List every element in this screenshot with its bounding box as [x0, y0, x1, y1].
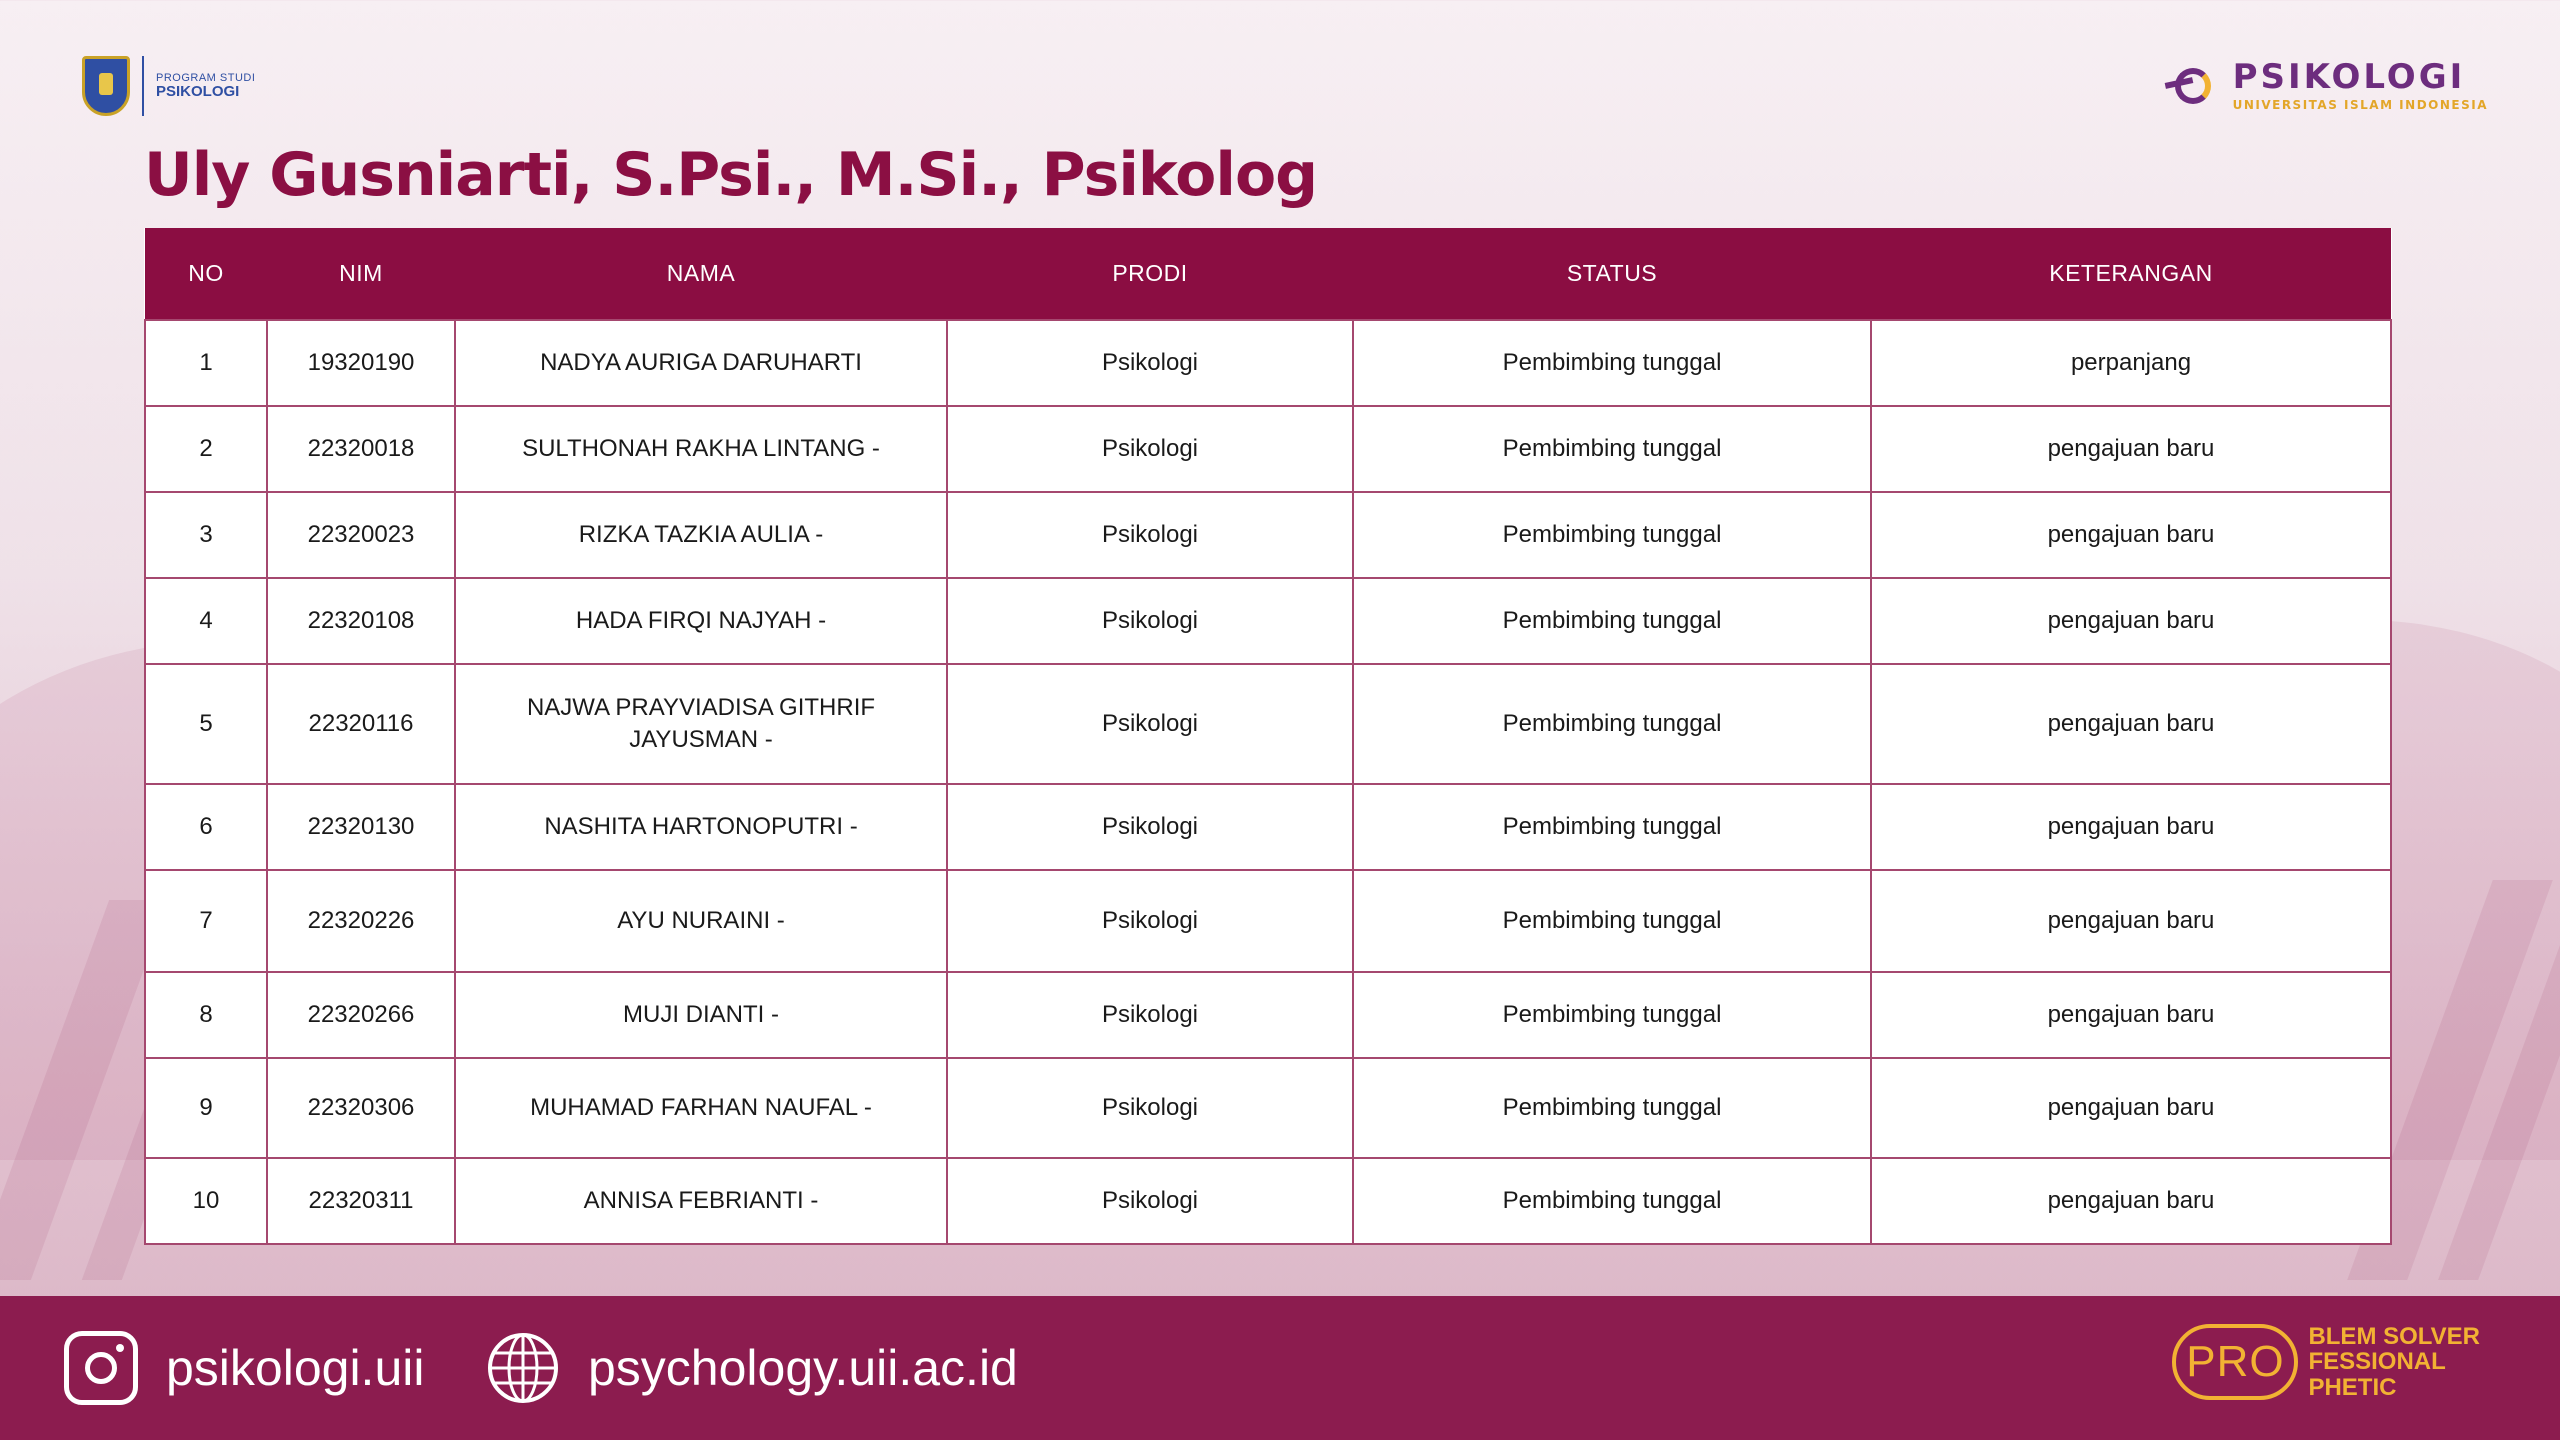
cell-keterangan: pengajuan baru: [1871, 664, 2391, 784]
pro-line-2: FESSIONAL: [2308, 1348, 2446, 1376]
table-row: [145, 320, 2391, 406]
cell-status: Pembimbing tunggal: [1353, 492, 1871, 578]
cell-nim: 22320306: [267, 1058, 455, 1158]
cell-nama: HADA FIRQI NAJYAH -: [455, 578, 947, 664]
cell-nama: MUHAMAD FARHAN NAUFAL -: [455, 1058, 947, 1158]
cell-nama: SULTHONAH RAKHA LINTANG -: [455, 406, 947, 492]
cell-nama: ANNISA FEBRIANTI -: [455, 1158, 947, 1244]
header-nim: NIM: [339, 260, 383, 286]
cell-prodi: Psikologi: [947, 972, 1353, 1058]
cell-prodi: Psikologi: [947, 664, 1353, 784]
footer-bar: [0, 1296, 2560, 1440]
cell-no: 8: [145, 972, 267, 1058]
pro-line-1: BLEM SOLVER: [2308, 1323, 2480, 1351]
table-row: [145, 784, 2391, 870]
table-row: [145, 972, 2391, 1058]
program-name: PSIKOLOGI: [156, 82, 240, 100]
pro-logo: [2172, 1324, 2480, 1400]
cell-keterangan: pengajuan baru: [1871, 870, 2391, 972]
cell-nim: 22320311: [267, 1158, 455, 1244]
cell-keterangan: pengajuan baru: [1871, 578, 2391, 664]
cell-no: 5: [145, 664, 267, 784]
cell-status: Pembimbing tunggal: [1353, 972, 1871, 1058]
table-row: [145, 1158, 2391, 1244]
header-prodi: PRODI: [1112, 260, 1188, 286]
cell-no: 10: [145, 1158, 267, 1244]
header-nama: NAMA: [666, 260, 736, 286]
cell-nim: 22320226: [267, 870, 455, 972]
table-header: [145, 228, 2391, 320]
psikologi-logo-sub: UNIVERSITAS ISLAM INDONESIA: [2232, 98, 2488, 112]
cell-status: Pembimbing tunggal: [1353, 1158, 1871, 1244]
cell-nim: 22320018: [267, 406, 455, 492]
cell-no: 2: [145, 406, 267, 492]
instagram-handle: psikologi.uii: [166, 1340, 425, 1396]
program-label-block: [156, 72, 255, 101]
cell-prodi: Psikologi: [947, 1058, 1353, 1158]
cell-prodi: Psikologi: [947, 492, 1353, 578]
header-status: STATUS: [1566, 260, 1658, 286]
student-table-container: [144, 228, 2390, 1245]
cell-nim: 22320130: [267, 784, 455, 870]
header-keterangan: KETERANGAN: [2049, 260, 2213, 286]
cell-keterangan: pengajuan baru: [1871, 1058, 2391, 1158]
cell-no: 9: [145, 1058, 267, 1158]
cell-nama: RIZKA TAZKIA AULIA -: [455, 492, 947, 578]
table-row: [145, 578, 2391, 664]
table-row: [145, 664, 2391, 784]
uii-shield-icon: [82, 56, 130, 116]
cell-prodi: Psikologi: [947, 578, 1353, 664]
cell-nama: NASHITA HARTONOPUTRI -: [455, 784, 947, 870]
cell-prodi: Psikologi: [947, 870, 1353, 972]
cell-nama: NAJWA PRAYVIADISA GITHRIF JAYUSMAN -: [455, 664, 947, 784]
cell-no: 6: [145, 784, 267, 870]
psikologi-logo: [2165, 57, 2488, 112]
website-link[interactable]: [486, 1296, 1018, 1440]
psikologi-logo-name: PSIKOLOGI: [2232, 57, 2466, 97]
cell-keterangan: pengajuan baru: [1871, 406, 2391, 492]
cell-prodi: Psikologi: [947, 406, 1353, 492]
table-body: [145, 320, 2391, 1244]
psikologi-logo-icon: [2165, 62, 2223, 110]
header-no: NO: [188, 260, 224, 286]
cell-nama: MUJI DIANTI -: [455, 972, 947, 1058]
cell-no: 1: [145, 320, 267, 406]
cell-keterangan: perpanjang: [1871, 320, 2391, 406]
cell-keterangan: pengajuan baru: [1871, 492, 2391, 578]
cell-nim: 22320266: [267, 972, 455, 1058]
cell-keterangan: pengajuan baru: [1871, 1158, 2391, 1244]
cell-status: Pembimbing tunggal: [1353, 320, 1871, 406]
cell-nim: 22320108: [267, 578, 455, 664]
cell-no: 4: [145, 578, 267, 664]
pro-line-3: PHETIC: [2308, 1373, 2397, 1401]
cell-prodi: Psikologi: [947, 320, 1353, 406]
cell-prodi: Psikologi: [947, 784, 1353, 870]
cell-status: Pembimbing tunggal: [1353, 664, 1871, 784]
cell-status: Pembimbing tunggal: [1353, 784, 1871, 870]
cell-nim: 22320116: [267, 664, 455, 784]
cell-nama: AYU NURAINI -: [455, 870, 947, 972]
cell-keterangan: pengajuan baru: [1871, 972, 2391, 1058]
cell-nim: 19320190: [267, 320, 455, 406]
logo-divider: [142, 56, 144, 116]
instagram-link[interactable]: [64, 1296, 424, 1440]
page-title: Uly Gusniarti, S.Psi., M.Si., Psikolog: [144, 140, 1318, 210]
table-row: [145, 406, 2391, 492]
cell-nama: NADYA AURIGA DARUHARTI: [455, 320, 947, 406]
cell-nim: 22320023: [267, 492, 455, 578]
table-row: [145, 1058, 2391, 1158]
instagram-icon: [64, 1331, 138, 1405]
table-row: [145, 870, 2391, 972]
cell-status: Pembimbing tunggal: [1353, 870, 1871, 972]
cell-no: 7: [145, 870, 267, 972]
globe-icon: [486, 1331, 560, 1405]
program-label: PROGRAM STUDI: [156, 71, 256, 84]
uii-logo: [82, 56, 255, 116]
student-table: [144, 228, 2392, 1245]
cell-status: Pembimbing tunggal: [1353, 1058, 1871, 1158]
cell-status: Pembimbing tunggal: [1353, 406, 1871, 492]
website-url: psychology.uii.ac.id: [588, 1340, 1018, 1396]
cell-prodi: Psikologi: [947, 1158, 1353, 1244]
cell-no: 3: [145, 492, 267, 578]
cell-keterangan: pengajuan baru: [1871, 784, 2391, 870]
cell-status: Pembimbing tunggal: [1353, 578, 1871, 664]
pro-logo-icon: PRO: [2172, 1324, 2298, 1400]
table-row: [145, 492, 2391, 578]
